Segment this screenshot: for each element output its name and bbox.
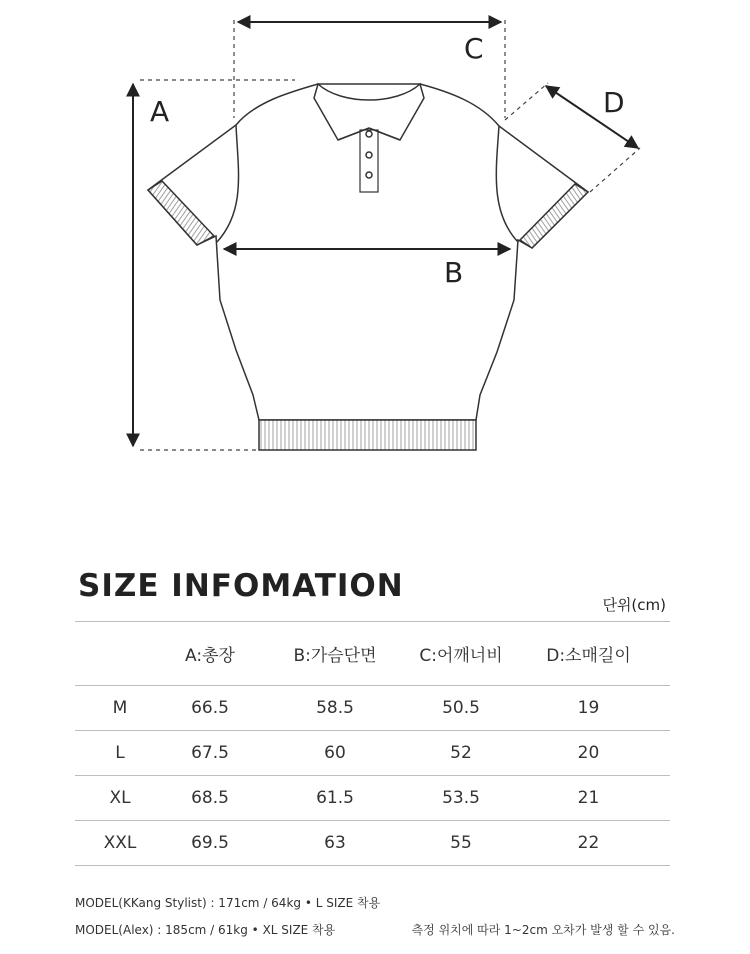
model-note-2: MODEL(Alex) : 185cm / 61kg • XL SIZE 착용 [75, 923, 336, 937]
value-cell: 67.5 [191, 743, 229, 763]
value-cell: 58.5 [316, 698, 354, 718]
value-cell: 66.5 [191, 698, 229, 718]
table-row [75, 731, 670, 776]
header-length: A:총장 [185, 646, 235, 666]
table-header-row [75, 622, 670, 686]
size-cell: L [115, 743, 125, 763]
value-cell: 61.5 [316, 788, 354, 808]
polo-shirt-drawing [148, 84, 588, 450]
table-row [75, 686, 670, 731]
value-cell: 20 [577, 743, 600, 763]
header-chest: B:가슴단면 [293, 646, 377, 666]
value-cell: 68.5 [191, 788, 229, 808]
value-cell: 50.5 [442, 698, 480, 718]
size-cell: M [112, 698, 128, 718]
value-cell: 19 [577, 698, 600, 718]
value-cell: 69.5 [191, 833, 229, 853]
label-a: A [150, 95, 170, 128]
header-sleeve: D:소매길이 [546, 646, 631, 666]
value-cell: 53.5 [442, 788, 480, 808]
unit-label: 단위(cm) [602, 596, 666, 614]
label-c: C [464, 32, 484, 65]
measurement-disclaimer: 측정 위치에 따라 1~2cm 오차가 발생 할 수 있음. [411, 923, 675, 937]
table-row [75, 776, 670, 821]
value-cell: 22 [577, 833, 600, 853]
size-cell: XXL [103, 833, 137, 853]
header-shoulder: C:어깨너비 [419, 646, 503, 666]
value-cell: 55 [450, 833, 472, 853]
model-note-1: MODEL(KKang Stylist) : 171cm / 64kg • L SIZE 착용 [75, 896, 381, 910]
value-cell: 52 [450, 743, 472, 763]
size-table [75, 621, 670, 866]
table-row [75, 821, 670, 866]
size-info-title: SIZE INFOMATION [78, 568, 404, 604]
label-d: D [603, 86, 625, 119]
label-b: B [444, 256, 464, 289]
size-cell: XL [109, 788, 131, 808]
value-cell: 21 [577, 788, 600, 808]
value-cell: 60 [324, 743, 346, 763]
header-size [75, 622, 165, 686]
value-cell: 63 [324, 833, 346, 853]
